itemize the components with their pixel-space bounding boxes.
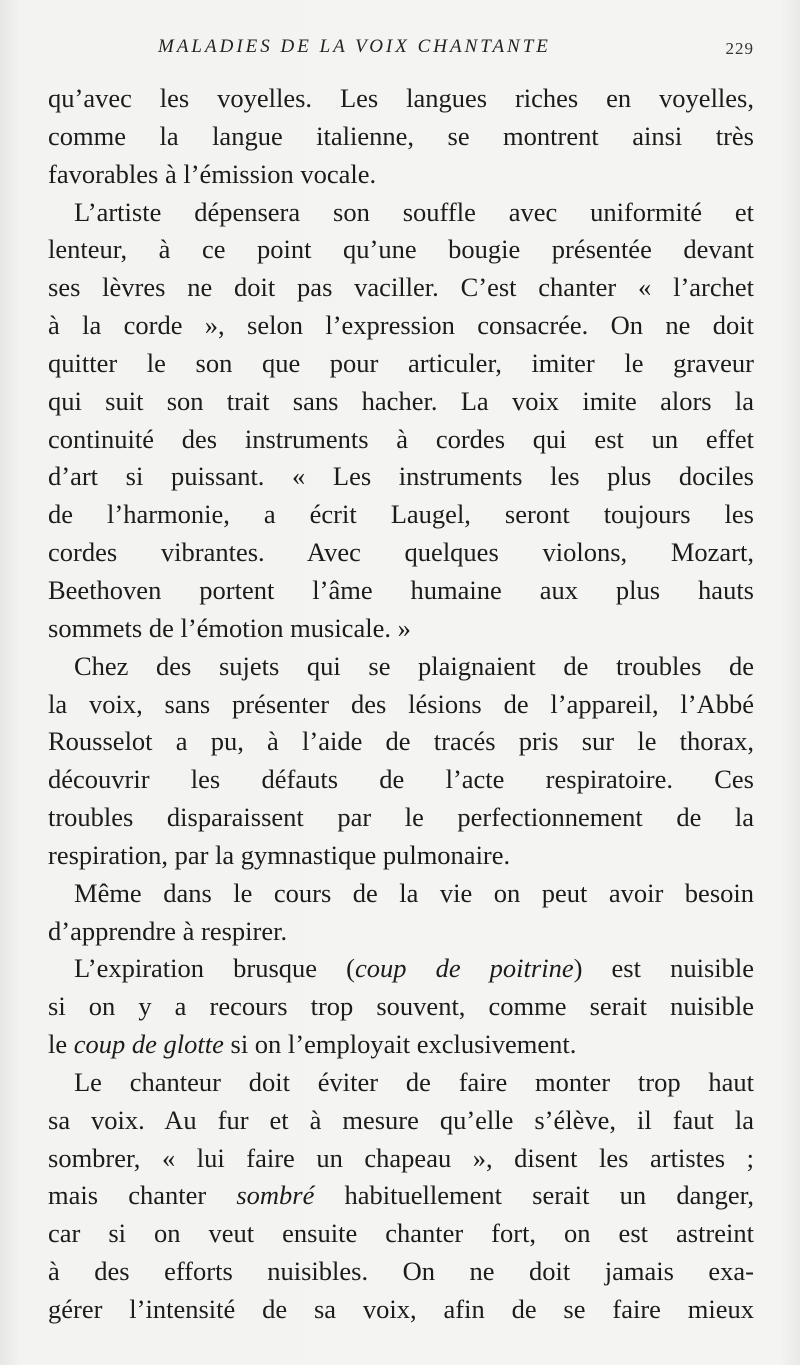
text-line: d’apprendre à respirer. <box>48 915 288 946</box>
text-line: respiration, par la gymnastique pulmonaire. <box>48 839 511 870</box>
text-line: continuité des instruments à cordes qui est un effet <box>48 423 754 454</box>
text-line: sombrer, « lui faire un chapeau », disent les artistes ; <box>48 1142 754 1173</box>
text-line: à des efforts nuisibles. On ne doit jamais exa- <box>48 1256 754 1287</box>
text-line: le coup de glotte si on l’employait exclusivement. <box>48 1029 577 1060</box>
text-line: la voix, sans présenter des lésions de l’appareil, l’Abbé <box>48 688 754 719</box>
body-text <box>48 80 754 1329</box>
italic-term: coup de glotte <box>73 1029 224 1060</box>
page-header <box>48 36 754 66</box>
text-line: car si on veut ensuite chanter fort, on est astreint <box>48 1218 754 1249</box>
text-line: sommets de l’émotion musicale. » <box>48 612 411 643</box>
text-line: de l’harmonie, a écrit Laugel, seront toujours les <box>48 499 754 530</box>
text-line: troubles disparaissent par le perfectionnement de la <box>48 802 754 833</box>
text-line: mais chanter sombré habituellement serait un danger, <box>48 1180 754 1211</box>
italic-term: sombré <box>236 1180 315 1211</box>
text-line: Même dans le cours de la vie on peut avoir besoin <box>74 877 754 908</box>
text-line: Beethoven portent l’âme humaine aux plus hauts <box>48 574 754 605</box>
text-line: L’artiste dépensera son souffle avec uniformité et <box>74 196 754 227</box>
text-line: qu’avec les voyelles. Les langues riches en voyelles, <box>48 83 754 113</box>
text-line: L’expiration brusque (coup de poitrine) est nuisible <box>74 953 754 984</box>
text-line: Le chanteur doit éviter de faire monter trop haut <box>74 1066 754 1097</box>
text-line: lenteur, à ce point qu’une bougie présentée devant <box>48 234 754 265</box>
running-title: MALADIES DE LA VOIX CHANTANTE <box>158 36 551 57</box>
text-line: à la corde », selon l’expression consacrée. On ne doit <box>48 310 754 341</box>
text-line: qui suit son trait sans hacher. La voix imite alors la <box>48 385 754 416</box>
text-line: Rousselot a pu, à l’aide de tracés pris sur le thorax, <box>48 726 754 757</box>
page-number: 229 <box>725 39 754 58</box>
text-line: comme la langue italienne, se montrent ainsi très <box>48 120 754 151</box>
text-line: ses lèvres ne doit pas vaciller. C’est chanter « l’archet <box>48 272 754 303</box>
text-line: découvrir les défauts de l’acte respiratoire. Ces <box>48 764 754 795</box>
italic-term: coup de poitrine <box>354 953 574 984</box>
text-line: gérer l’intensité de sa voix, afin de se faire mieux <box>48 1294 754 1324</box>
text-line: cordes vibrantes. Avec quelques violons, Mozart, <box>48 537 754 568</box>
text-line: quitter le son que pour articuler, imiter le graveur <box>48 347 754 378</box>
text-line: d’art si puissant. « Les instruments les plus dociles <box>48 461 754 492</box>
text-line: Chez des sujets qui se plaignaient de troubles de <box>74 650 754 681</box>
text-line: favorables à l’émission vocale. <box>48 158 377 189</box>
text-line: sa voix. Au fur et à mesure qu’elle s’élève, il faut la <box>48 1104 754 1135</box>
text-line: si on y a recours trop souvent, comme serait nuisible <box>48 991 754 1022</box>
